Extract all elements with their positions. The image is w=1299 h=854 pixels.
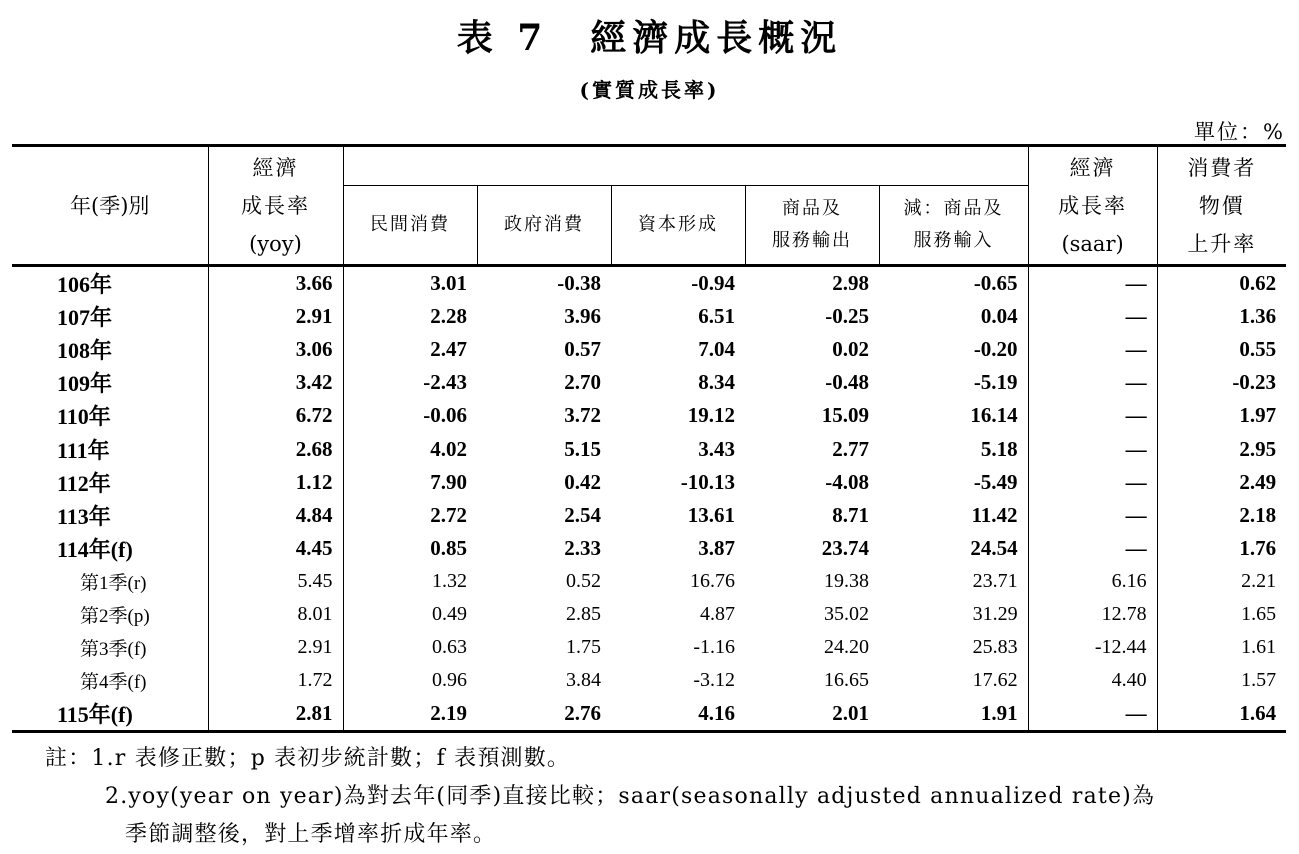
cell-capital-formation: -3.12	[693, 669, 735, 692]
footnote-2: 2.yoy(year on year)為對去年(同季)直接比較；saar(seasonally adjusted annualized rate)為	[105, 784, 1156, 809]
table-row	[12, 466, 1286, 499]
row-label: 115年(f)	[12, 697, 208, 732]
cell-cpi: 2.21	[1157, 565, 1286, 598]
cell-gdp-saar: -12.44	[1028, 631, 1157, 664]
table-row	[12, 366, 1286, 399]
cell-private-consumption: 1.32	[343, 565, 477, 598]
cell-private-consumption: 7.90	[343, 466, 477, 499]
cell-cpi: 0.55	[1157, 333, 1286, 366]
table-row	[12, 266, 1286, 301]
cell-gdp-yoy: 2.81	[208, 697, 343, 732]
header-private-consumption: 民間消費	[343, 186, 477, 266]
cell-government-consumption: 5.15	[564, 436, 601, 461]
cell-gdp-yoy: 2.68	[208, 432, 343, 465]
cell-government-consumption: 2.76	[477, 697, 611, 732]
cell-gdp-yoy: 8.01	[208, 598, 343, 631]
cell-exports: 2.77	[832, 436, 869, 461]
header-imports	[879, 186, 1028, 266]
table-title: 表 7 經濟成長概況	[456, 17, 843, 59]
header-gdp-yoy-line3: (yoy)	[249, 231, 302, 256]
cell-gdp-yoy: 1.72	[208, 664, 343, 697]
cell-government-consumption: 3.84	[566, 669, 601, 692]
table-row	[12, 664, 1286, 697]
header-exports-line2: 服務輸出	[772, 230, 852, 251]
cell-cpi: 1.64	[1157, 697, 1286, 732]
cell-gdp-saar: —	[1028, 366, 1157, 399]
cell-cpi: 1.57	[1157, 664, 1286, 697]
cell-imports: -0.20	[973, 337, 1018, 362]
cell-gdp-saar: —	[1028, 466, 1157, 499]
header-capital-formation: 資本形成	[611, 186, 745, 266]
cell-imports: 24.54	[970, 535, 1018, 560]
cell-gdp-saar: 4.40	[1028, 664, 1157, 697]
table-body	[12, 266, 1286, 732]
row-label: 112年	[57, 470, 111, 496]
cell-exports: 19.38	[824, 569, 869, 592]
table-row	[12, 697, 1286, 732]
cell-exports: 2.98	[832, 271, 869, 296]
cell-private-consumption: -2.43	[343, 366, 477, 399]
cell-gdp-saar: —	[1028, 399, 1157, 432]
table-subtitle: (實質成長率)	[579, 78, 720, 102]
cell-government-consumption: 2.85	[566, 602, 601, 625]
header-gdp-saar-line1: 經濟	[1069, 155, 1116, 180]
cell-private-consumption: 3.01	[343, 266, 477, 301]
row-label: 113年	[57, 503, 111, 529]
cell-government-consumption: 2.70	[564, 370, 601, 395]
cell-exports: 35.02	[824, 602, 869, 625]
cell-private-consumption: 2.19	[343, 697, 477, 732]
cell-gdp-saar: —	[1028, 697, 1157, 732]
row-label: 第2季(p)	[80, 605, 150, 627]
cell-private-consumption: 0.96	[343, 664, 477, 697]
cell-gdp-yoy: 3.42	[208, 366, 343, 399]
cell-gdp-saar: —	[1028, 532, 1157, 565]
cell-capital-formation: 8.34	[698, 370, 735, 395]
row-label: 108年	[57, 338, 113, 364]
cell-gdp-saar: —	[1028, 300, 1157, 333]
cell-government-consumption: 2.54	[564, 502, 601, 527]
cell-gdp-yoy: 1.12	[208, 466, 343, 499]
cell-gdp-yoy: 2.91	[208, 300, 343, 333]
cell-cpi: 1.61	[1157, 631, 1286, 664]
cell-government-consumption: -0.38	[557, 271, 601, 296]
cell-imports: -5.19	[973, 370, 1018, 395]
cell-government-consumption: 2.33	[564, 535, 601, 560]
cell-imports: 31.29	[972, 602, 1018, 625]
row-label: 114年(f)	[57, 536, 133, 562]
footnote-2-continued: 季節調整後，對上季增率折成年率。	[125, 822, 497, 847]
cell-gdp-saar: —	[1028, 266, 1157, 301]
cell-imports: 25.83	[972, 636, 1018, 659]
cell-gdp-yoy: 3.06	[208, 333, 343, 366]
cell-imports: 1.91	[879, 697, 1028, 732]
cell-private-consumption: 4.02	[343, 432, 477, 465]
cell-gdp-yoy: 4.45	[208, 532, 343, 565]
row-label: 第4季(f)	[80, 672, 147, 694]
cell-imports: 23.71	[972, 569, 1018, 592]
cell-government-consumption: 0.42	[564, 469, 601, 494]
cell-gdp-yoy: 3.66	[208, 266, 343, 301]
cell-exports: -0.48	[825, 370, 869, 395]
table-row	[12, 399, 1286, 432]
cell-capital-formation: -1.16	[693, 636, 735, 659]
row-label: 第3季(f)	[80, 639, 147, 661]
cell-gdp-yoy: 6.72	[208, 399, 343, 432]
cell-cpi: 1.76	[1157, 532, 1286, 565]
cell-imports: 0.04	[980, 304, 1018, 329]
header-exports	[745, 186, 879, 266]
table-row	[12, 565, 1286, 598]
footnote-1	[45, 740, 1155, 778]
header-components-spacer	[343, 146, 1028, 186]
cell-capital-formation: 7.04	[698, 337, 735, 362]
unit-label: 單位：%	[1194, 120, 1285, 144]
cell-capital-formation: 3.43	[698, 436, 735, 461]
header-exports-line1: 商品及	[782, 198, 842, 219]
cell-imports: -0.65	[973, 271, 1018, 296]
cell-private-consumption: 2.72	[343, 499, 477, 532]
cell-capital-formation: 4.87	[700, 602, 735, 625]
header-gdp-saar-line2: 成長率	[1058, 193, 1128, 218]
header-gdp-saar-line3: (saar)	[1061, 231, 1124, 256]
cell-cpi: 1.36	[1157, 300, 1286, 333]
cell-private-consumption: 2.28	[343, 300, 477, 333]
row-label: 106年	[57, 272, 113, 298]
table-row	[12, 532, 1286, 565]
cell-cpi: 0.62	[1157, 266, 1286, 301]
cell-imports: 5.18	[980, 436, 1018, 461]
cell-exports: -4.08	[825, 469, 869, 494]
header-gdp-saar	[1028, 146, 1157, 266]
cell-private-consumption: 0.85	[343, 532, 477, 565]
header-government-consumption: 政府消費	[477, 186, 611, 266]
cell-imports: -5.49	[973, 469, 1018, 494]
header-cpi	[1157, 146, 1286, 266]
header-cpi-line2: 物價	[1198, 193, 1245, 218]
cell-gdp-saar: —	[1028, 499, 1157, 532]
cell-exports: 15.09	[821, 403, 869, 428]
table-row	[12, 300, 1286, 333]
row-label: 109年	[57, 371, 113, 397]
cell-gdp-saar: 12.78	[1028, 598, 1157, 631]
row-label: 107年	[57, 305, 113, 331]
cell-government-consumption: 1.75	[566, 636, 601, 659]
cell-private-consumption: 0.63	[343, 631, 477, 664]
cell-gdp-saar: 6.16	[1028, 565, 1157, 598]
cell-gdp-saar: —	[1028, 333, 1157, 366]
cell-capital-formation: -0.94	[691, 271, 735, 296]
cell-capital-formation: 6.51	[698, 304, 735, 329]
economic-growth-table	[12, 144, 1286, 733]
cell-cpi: 1.65	[1157, 598, 1286, 631]
cell-gdp-saar: —	[1028, 432, 1157, 465]
row-label: 第1季(r)	[80, 572, 147, 594]
header-imports-line2: 服務輸入	[913, 230, 994, 251]
cell-exports: 24.20	[824, 636, 869, 659]
cell-capital-formation: 3.87	[698, 535, 735, 560]
cell-private-consumption: 2.47	[343, 333, 477, 366]
footnote-prefix: 註：	[45, 746, 92, 771]
header-cpi-line1: 消費者	[1187, 155, 1257, 180]
cell-capital-formation: -10.13	[680, 469, 735, 494]
cell-imports: 16.14	[970, 403, 1018, 428]
cell-exports: 23.74	[821, 535, 869, 560]
cell-gdp-yoy: 4.84	[208, 499, 343, 532]
cell-government-consumption: 0.52	[566, 569, 601, 592]
cell-government-consumption: 0.57	[564, 337, 601, 362]
cell-imports: 11.42	[971, 502, 1018, 527]
table-row	[12, 499, 1286, 532]
cell-capital-formation: 19.12	[687, 403, 735, 428]
header-period: 年(季)別	[12, 146, 208, 266]
cell-exports: 2.01	[745, 697, 879, 732]
cell-capital-formation: 16.76	[690, 569, 735, 592]
header-imports-line1: 減：商品及	[903, 198, 1004, 219]
cell-cpi: -0.23	[1157, 366, 1286, 399]
cell-capital-formation: 4.16	[611, 697, 745, 732]
header-cpi-line3: 上升率	[1187, 231, 1257, 256]
row-label: 111年	[57, 437, 110, 463]
table-row	[12, 598, 1286, 631]
table-row	[12, 432, 1286, 465]
cell-private-consumption: 0.49	[343, 598, 477, 631]
cell-cpi: 2.18	[1157, 499, 1286, 532]
cell-government-consumption: 3.96	[564, 304, 601, 329]
cell-cpi: 2.49	[1157, 466, 1286, 499]
header-gdp-yoy-line1: 經濟	[252, 155, 299, 180]
cell-cpi: 2.95	[1157, 432, 1286, 465]
cell-exports: -0.25	[825, 304, 869, 329]
header-gdp-yoy-line2: 成長率	[241, 193, 310, 218]
footnotes	[45, 740, 1155, 854]
cell-private-consumption: -0.06	[343, 399, 477, 432]
cell-exports: 0.02	[832, 337, 869, 362]
cell-exports: 8.71	[832, 502, 869, 527]
cell-gdp-yoy: 2.91	[208, 631, 343, 664]
cell-imports: 17.62	[972, 669, 1018, 692]
cell-government-consumption: 3.72	[564, 403, 601, 428]
cell-cpi: 1.97	[1157, 399, 1286, 432]
footnote-1-text: 1.r 表修正數；p 表初步統計數；f 表預測數。	[91, 746, 571, 771]
header-gdp-yoy	[208, 146, 343, 266]
row-label: 110年	[57, 404, 111, 430]
cell-capital-formation: 13.61	[687, 502, 735, 527]
table-row	[12, 333, 1286, 366]
table-row	[12, 631, 1286, 664]
cell-gdp-yoy: 5.45	[208, 565, 343, 598]
cell-exports: 16.65	[824, 669, 869, 692]
